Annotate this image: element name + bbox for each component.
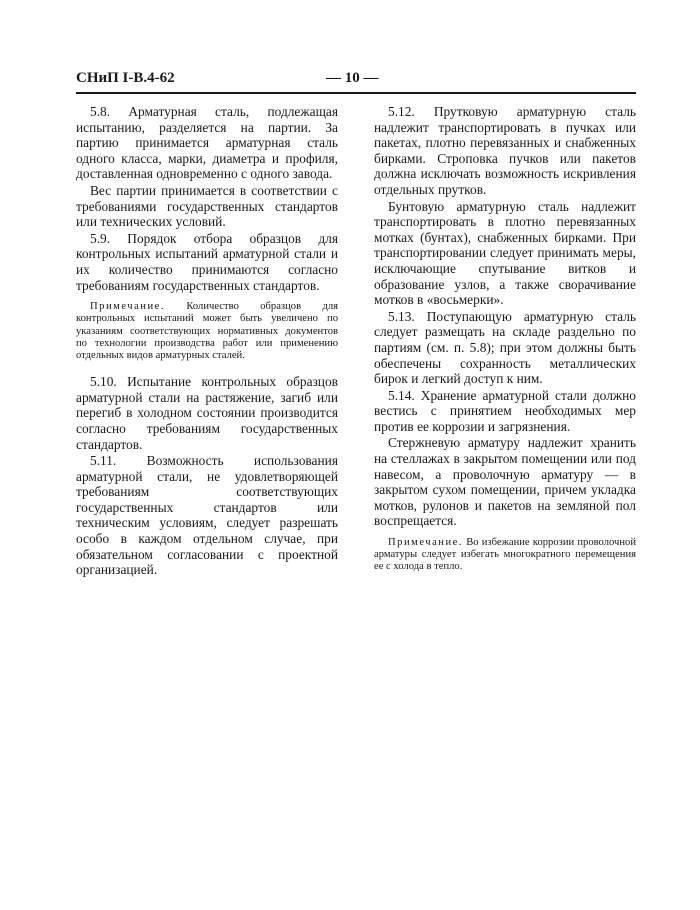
note-sample-count: [76, 301, 338, 362]
clause-5-12: 5.12. Прутковую арматурную сталь надлежит транспортировать в пучках или пакетах, плотно перевязанных и снабженных бирками. Строповка пучков или пакетов должна исключать возможность искривления отдельных прутков.: [374, 104, 636, 197]
clause-5-14-storage: Стержневую арматуру надлежит хранить на стеллажах в закрытом помещении или под навесом, а проволочную арматуру — в закрытом сухом помещении, причем укладка мотков, рулонов и пакетов на земляной пол воспрещается.: [374, 435, 636, 529]
page-number: — 10 —: [326, 70, 379, 86]
clause-5-13: 5.13. Поступающую арматурную сталь следует размещать на складе раздельно по партиям (см. п. 5.8); при этом должны быть обеспечены сохранность металлических бирок и легкий доступ к ним.: [374, 308, 636, 387]
clause-5-8: 5.8. Арматурная сталь, подлежащая испытанию, разделяется на партии. За партию принимается арматурная сталь одного класса, марки, диаметра и профиля, доставленная одновременно с одного завода.: [76, 104, 338, 182]
note-label: Примечание.: [90, 301, 165, 313]
document-code: СНиП I-В.4-62: [76, 70, 175, 86]
note-text: Во избежание коррозии проволочной арматуры следует избегать многократного перемещения ее с холода в тепло.: [374, 537, 636, 573]
clause-5-9: 5.9. Порядок отбора образцов для контрольных испытаний арматурной стали и их количество принимаются согласно требованиям государственных стандартов.: [76, 230, 338, 293]
clause-5-10: 5.10. Испытание контрольных образцов арматурной стали на растяжение, загиб или перегиб в холодном состоянии производится согласно требованиям государственных стандартов.: [76, 374, 338, 452]
clause-5-8-weight: Вес партии принимается в соответствии с требованиями государственных стандартов или технических условий.: [76, 182, 338, 230]
header-rule: [76, 92, 636, 94]
note-text: Количество образцов для контрольных испытаний может быть увеличено по указаниям соответствующих нормативных документов по технологии производства работ или применению отдельных видов арматурных сталей.: [76, 301, 338, 361]
clause-5-11: 5.11. Возможность использования арматурной стали, не удовлетворяющей требованиям соответствующих государственных стандартов или техническим условиям, следует разрешать особо в каждом отдельном случае, при обязательном согласовании с проектной организацией.: [76, 453, 338, 578]
note-label: Примечание.: [388, 537, 463, 549]
note-corrosion: [374, 537, 636, 574]
right-column: [374, 104, 636, 586]
clause-5-14: 5.14. Хранение арматурной стали должно вестись с принятием необходимых мер против ее коррозии и загрязнения.: [374, 387, 636, 434]
left-column: [76, 104, 338, 579]
clause-5-12-coils: Бунтовую арматурную сталь надлежит транспортировать в плотно перевязанных мотках (бунтах), снабженных бирками. При транспортировании следует принимать меры, исключающие спутывание витков и образование узлов, а также сворачивание мотков в «восьмерки».: [374, 198, 636, 308]
page-header: [76, 70, 634, 92]
